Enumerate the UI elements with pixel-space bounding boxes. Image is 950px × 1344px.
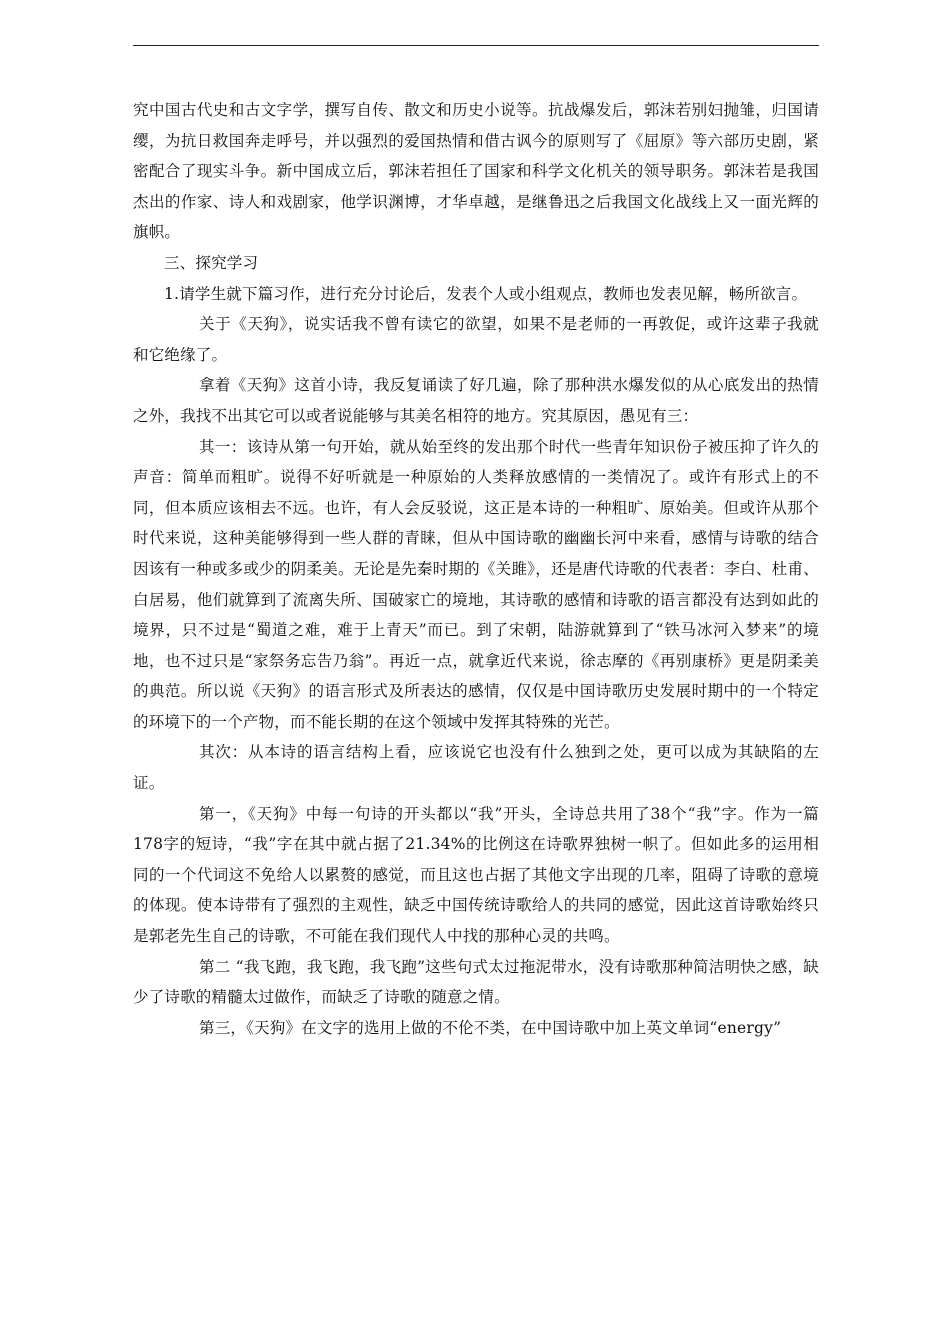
- paragraph-guo-moruo-bio: 究中国古代史和古文字学，撰写自传、散文和历史小说等。抗战爆发后，郭沫若别妇抛雏，归国请缨，为抗日救国奔走呼号，并以强烈的爱国热情和借古讽今的原则写了《屈原》等六部历史剧，紧密配合了现实斗争。新中国成立后，郭沫若担任了国家和科学文化机关的领导职务。郭沫若是我国杰出的作家、诗人和戏剧家，他学识渊博，才华卓越，是继鲁迅之后我国文化战线上又一面光辉的旗帜。: [133, 101, 819, 242]
- document-body: [133, 95, 819, 1043]
- essay-paragraph-reading: 拿着《天狗》这首小诗，我反复诵读了好几遍，除了那种洪水爆发似的从心底发出的热情之外，我找不出其它可以或者说能够与其美名相符的地方。究其原因，愚见有三：: [133, 376, 819, 425]
- header-rule: [133, 45, 819, 46]
- essay-paragraph-intro: 关于《天狗》，说实话我不曾有读它的欲望，如果不是老师的一再敦促，或许这辈子我就和它绝缘了。: [133, 315, 819, 364]
- task-instruction: 1.请学生就下篇习作，进行充分讨论后，发表个人或小组观点，教师也发表见解，畅所欲言。: [164, 284, 808, 303]
- essay-paragraph-point-two: 其次：从本诗的语言结构上看，应该说它也没有什么独到之处，更可以成为其缺陷的左证。: [133, 743, 819, 793]
- essay-paragraph-point-one: 其一：该诗从第一句开始，就从始至终的发出那个时代一些青年知识份子被压抑了许久的声音：简单而粗旷。说得不好听就是一种原始的人类释放感情的一类情况了。或许有形式上的不同，但本质应该相去不远。也许，有人会反驳说，这正是本诗的一种粗旷、原始美。但或许从那个时代来说，这种美能够得到一些人群的青睐，但从中国诗歌的幽幽长河中来看，感情与诗歌的结合因该有一种或多或少的阴柔美。无论是先秦时期的《关雎》，还是唐代诗歌的代表者：李白、杜甫、白居易，他们就算到了流离失所、国破家亡的境地，其诗歌的感情和诗歌的语言都没有达到如此的境界，只不过是“蜀道之难，难于上青天”而已。到了宋朝，陆游就算到了“铁马冰河入梦来”的境地，也不过只是“家祭务忘告乃翁”。再近一点，就拿近代来说，徐志摩的《再别康桥》更是阴柔美的典范。所以说《天狗》的语言形式及所表达的感情，仅仅是中国诗歌历史发展时期中的一个特定的环境下的一个产物，而不能长期的在这个领域中发挥其特殊的光芒。: [133, 437, 819, 731]
- essay-paragraph-first: 第一，《天狗》中每一句诗的开头都以“我”开头，全诗总共用了38个“我”字。作为一篇178字的短诗，“我”字在其中就占据了21.34%的比例这在诗歌界独树一帜了。但如此多的运用相同的一个代词这不免给人以累赘的感觉，而且这也占据了其他文字出现的几率，阻碍了诗歌的意境的体现。使本诗带有了强烈的主观性，缺乏中国传统诗歌给人的共同的感觉，因此这首诗歌始终只是郭老先生自己的诗歌，不可能在我们现代人中找的那种心灵的共鸣。: [133, 804, 819, 946]
- section-heading-inquiry-learning: 三、探究学习: [164, 253, 259, 272]
- essay-paragraph-third: 第三，《天狗》在文字的选用上做的不伦不类，在中国诗歌中加上英文单词“energy”: [199, 1018, 782, 1037]
- essay-paragraph-second: 第二 “我飞跑，我飞跑，我飞跑”这些句式太过拖泥带水，没有诗歌那种简洁明快之感，缺少了诗歌的精髓太过做作，而缺乏了诗歌的随意之情。: [133, 957, 819, 1007]
